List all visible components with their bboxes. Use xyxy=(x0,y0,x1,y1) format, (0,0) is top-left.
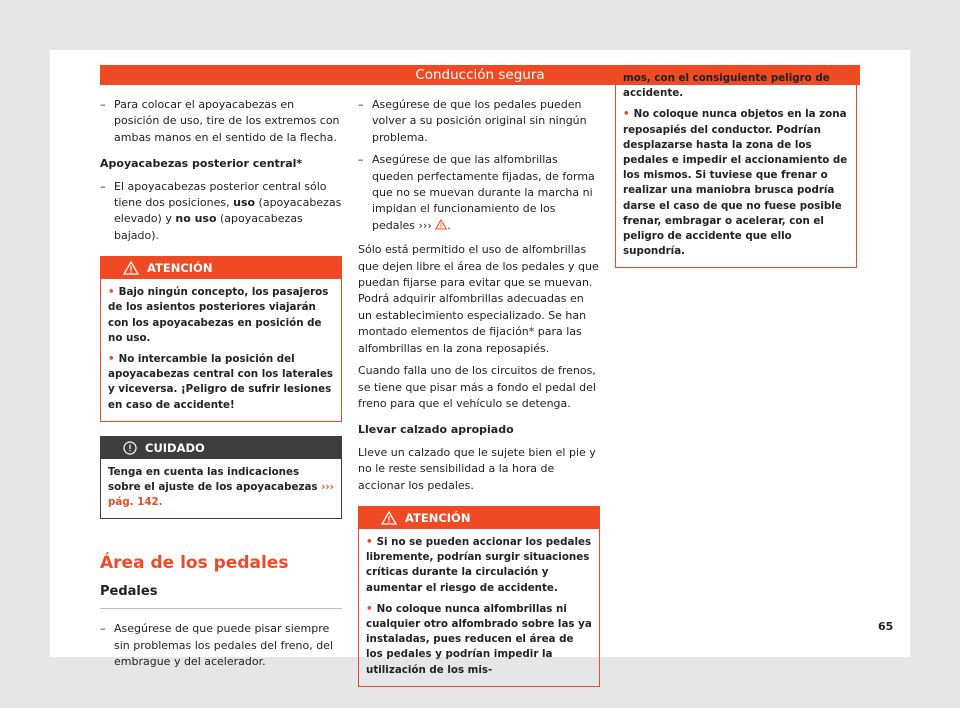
column-right xyxy=(615,72,857,268)
warning-item xyxy=(366,602,592,678)
list-item xyxy=(100,179,342,245)
paragraph: Lleve un calzado que le sujete bien el pie y no le reste sensibilidad a la hora de accionar los pedales. xyxy=(358,445,596,492)
caution-text: Tenga en cuenta las indicaciones sobre el ajuste de los apoyacabezas xyxy=(108,465,318,494)
paragraph: Sólo está permitido el uso de alfombrillas que dejen libre el área de los pedales y que puedan fijarse para evitar que se muevan. Podrá adquirir alfombrillas adecuadas en un establecimiento especializado. Se han montado elementos de fijación* para las alfombrillas en la zona reposapiés. xyxy=(358,243,599,355)
warning-triangle-icon xyxy=(123,261,139,275)
section-title: Área de los pedales xyxy=(100,553,289,574)
page-reference-link[interactable]: pág. 142. xyxy=(108,496,163,509)
bold-text: uso xyxy=(233,196,256,210)
caution-circle-icon xyxy=(123,441,137,455)
warning-box xyxy=(100,256,342,422)
warning-header xyxy=(101,257,341,279)
page-header: Conducción segura xyxy=(100,65,860,85)
warning-box xyxy=(358,506,600,687)
paragraph: Cuando falla uno de los circuitos de frenos, se tiene que pisar más a fondo el pedal del freno para que el vehículo se detenga. xyxy=(358,364,596,410)
bold-text: no uso xyxy=(175,212,217,226)
caution-header xyxy=(101,437,341,459)
text: (apoyacabezas elevado) y xyxy=(114,196,342,226)
page-number: 65 xyxy=(878,620,894,633)
subheading: Apoyacabezas posterior central* xyxy=(100,157,303,171)
warning-title: ATENCIÓN xyxy=(147,261,213,276)
warning-item xyxy=(108,285,334,346)
warning-header xyxy=(359,507,599,529)
warning-triangle-icon xyxy=(381,511,397,525)
warning-box-continued xyxy=(615,65,857,268)
warning-title: ATENCIÓN xyxy=(405,510,471,525)
list-item: – Para colocar el apoyacabezas en posición de uso, tire de los extremos con ambas manos en el sentido de la flecha. xyxy=(100,97,342,146)
bullet-icon: • xyxy=(366,535,373,548)
caution-title: CUIDADO xyxy=(145,440,205,455)
warning-body xyxy=(616,65,856,267)
warning-body xyxy=(101,279,341,421)
warning-text: Bajo ningún concepto, los pasajeros de los asientos posteriores viajarán con los apoyacabezas en posición de no uso. xyxy=(108,286,329,344)
caution-box xyxy=(100,436,342,520)
warning-body xyxy=(359,529,599,686)
warning-text: mos, con el consiguiente peligro de accidente. xyxy=(623,72,830,100)
warning-item xyxy=(623,107,849,259)
text: (apoyacabezas bajado). xyxy=(114,212,303,242)
bullet-icon: • xyxy=(366,602,373,615)
bullet-icon: • xyxy=(108,353,115,366)
list-item: – Asegúrese de que las alfombrillas queden perfectamente fijadas, de forma que no se muevan durante la marcha ni impidan el funcionamiento de los pedales ››› . xyxy=(358,152,600,234)
warning-text: No coloque nunca objetos en la zona reposapiés del conductor. Podrían desplazarse hasta la zona de los pedales e impedir el accionamiento de los mismos. Si tuviese que frenar o realizar una maniobra brusca podría darse el caso de que no fuese posible frenar, embragar o acelerar, con el peligro de accidente que ello supondría. xyxy=(623,108,848,258)
warning-item xyxy=(366,535,592,596)
bullet-icon: • xyxy=(108,286,115,299)
warning-text: No intercambie la posición del apoyacabezas central con los laterales y viceversa. ¡Peligro de sufrir lesiones en caso de accidente! xyxy=(108,353,334,411)
warning-item xyxy=(108,352,334,413)
warning-text: Si no se pueden accionar los pedales libremente, podrían surgir situaciones críticas durante la circulación y aumentar el riesgo de accidente. xyxy=(366,535,592,594)
list-item: – Asegúrese de que puede pisar siempre sin problemas los pedales del freno, del embrague y del acelerador. xyxy=(100,621,342,670)
text: Asegúrese de que las alfombrillas queden perfectamente fijadas, de forma que no se muevan durante la marcha ni impidan el funcionamiento de los pedales xyxy=(372,153,595,232)
sub-section-title: Pedales xyxy=(100,584,342,609)
reference-arrows: ››› xyxy=(418,218,432,232)
reference-arrows: ››› xyxy=(321,481,334,494)
subheading: Llevar calzado apropiado xyxy=(358,423,514,437)
caution-body xyxy=(101,459,341,519)
column-left xyxy=(100,97,342,677)
bullet-icon: • xyxy=(623,108,630,121)
text: El apoyacabezas posterior central sólo tiene dos posiciones, xyxy=(114,179,327,210)
list-item: – Asegúrese de que los pedales pueden volver a su posición original sin ningún problema. xyxy=(358,97,600,146)
warning-triangle-icon xyxy=(435,219,447,230)
warning-text: No coloque nunca alfombrillas ni cualquier otro alfombrado sobre las ya instaladas, pues reducen el área de los pedales y podrían impedir la utilización de los mis- xyxy=(366,602,592,676)
column-middle xyxy=(358,97,600,687)
